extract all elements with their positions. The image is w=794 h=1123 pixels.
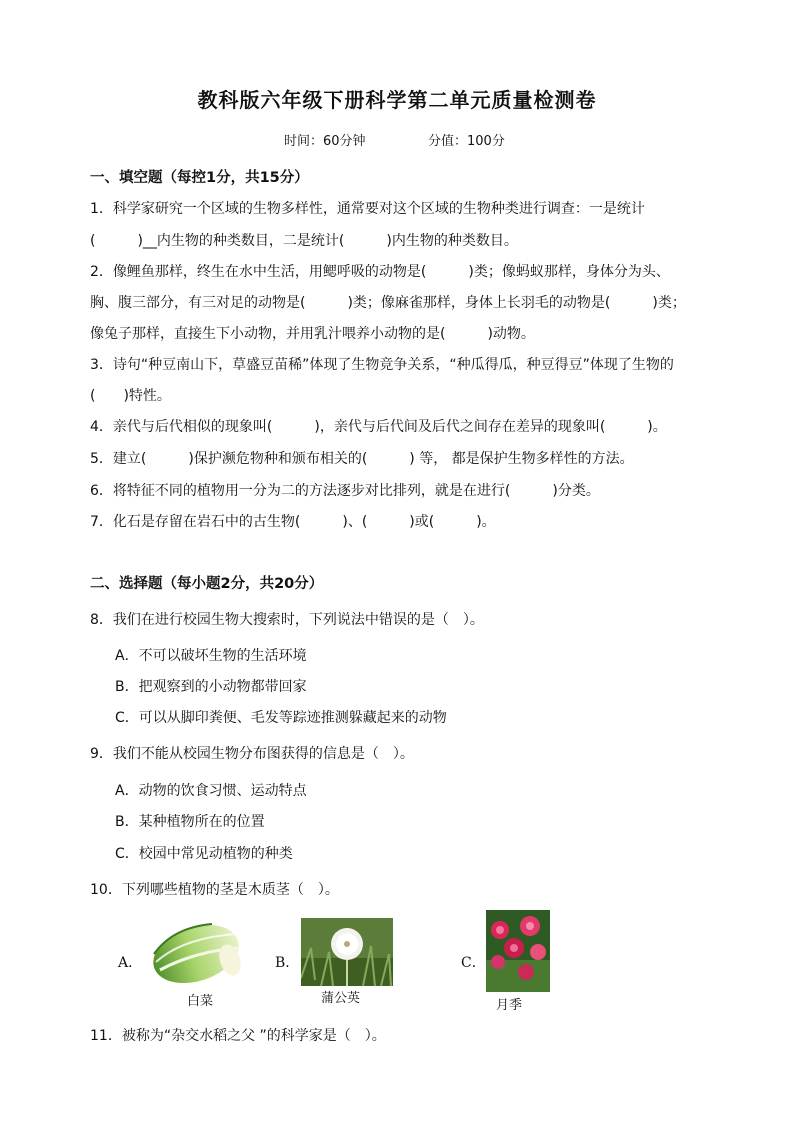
q4-line: 4．亲代与后代相似的现象叫( )，亲代与后代间及后代之间存在差异的现象叫( )。 xyxy=(90,419,667,435)
q1-line2: ( )__内生物的种类数目，二是统计( )内生物的种类数目。 xyxy=(90,233,518,249)
q8-stem: 8．我们在进行校园生物大搜索时，下列说法中错误的是（ ）。 xyxy=(90,612,484,628)
q6-line: 6．将特征不同的植物用一分为二的方法逐步对比排列，就是在进行( )分类。 xyxy=(90,483,600,499)
dandelion-image xyxy=(301,918,393,986)
q8-option-a: A．不可以破坏生物的生活环境 xyxy=(115,648,307,664)
q10-option-c-letter: C． xyxy=(461,955,486,971)
q10-caption-a: 白菜 xyxy=(187,994,214,1009)
rose-image xyxy=(486,910,550,992)
q8-option-b: B．把观察到的小动物都带回家 xyxy=(115,679,307,695)
q10-option-b-letter: B． xyxy=(275,955,300,971)
q1-line1: 1．科学家研究一个区域的生物多样性，通常要对这个区域的生物种类进行调查：一是统计 xyxy=(90,201,645,217)
section2-heading: 二、选择题（每小题2分，共20分） xyxy=(90,576,324,592)
q10-caption-c: 月季 xyxy=(496,998,523,1013)
page-title: 教科版六年级下册科学第二单元质量检测卷 xyxy=(197,88,597,112)
q10-caption-b: 蒲公英 xyxy=(321,991,361,1006)
q9-stem: 9．我们不能从校园生物分布图获得的信息是（ ）。 xyxy=(90,746,414,762)
q10-option-a-letter: A． xyxy=(118,955,143,971)
q8-option-c: C．可以从脚印粪便、毛发等踪迹推测躲藏起来的动物 xyxy=(115,710,447,726)
q2-line1: 2．像鲤鱼那样，终生在水中生活，用鳃呼吸的动物是( )类；像蚂蚁那样，身体分为头、 xyxy=(90,264,670,280)
exam-score: 分值：100分 xyxy=(428,134,505,149)
q3-line1: 3．诗句“种豆南山下，草盛豆苗稀”体现了生物竞争关系，“种瓜得瓜，种豆得豆”体现了生物的 xyxy=(90,357,674,373)
q2-line2: 胸、腹三部分，有三对足的动物是( )类；像麻雀那样，身体上长羽毛的动物是( )类； xyxy=(90,295,686,311)
q7-line: 7．化石是存留在岩石中的古生物( )、( )或( )。 xyxy=(90,514,496,530)
q9-option-c: C．校园中常见动植物的种类 xyxy=(115,846,293,862)
q9-option-a: A．动物的饮食习惯、运动特点 xyxy=(115,783,307,799)
cabbage-image xyxy=(146,914,242,988)
q9-option-b: B．某种植物所在的位置 xyxy=(115,814,265,830)
q10-stem: 10．下列哪些植物的茎是木质茎（ ）。 xyxy=(90,882,339,898)
q11-stem: 11．被称为“杂交水稻之父 ”的科学家是（ ）。 xyxy=(90,1028,386,1044)
q5-line: 5．建立( )保护濒危物种和颁布相关的( ) 等， 都是保护生物多样性的方法。 xyxy=(90,451,634,467)
q3-line2: ( )特性。 xyxy=(90,388,171,404)
exam-time: 时间：60分钟 xyxy=(284,134,366,149)
section1-heading: 一、填空题（每控1分，共15分） xyxy=(90,170,309,186)
q2-line3: 像兔子那样，直接生下小动物，并用乳汁喂养小动物的是( )动物。 xyxy=(90,326,535,342)
